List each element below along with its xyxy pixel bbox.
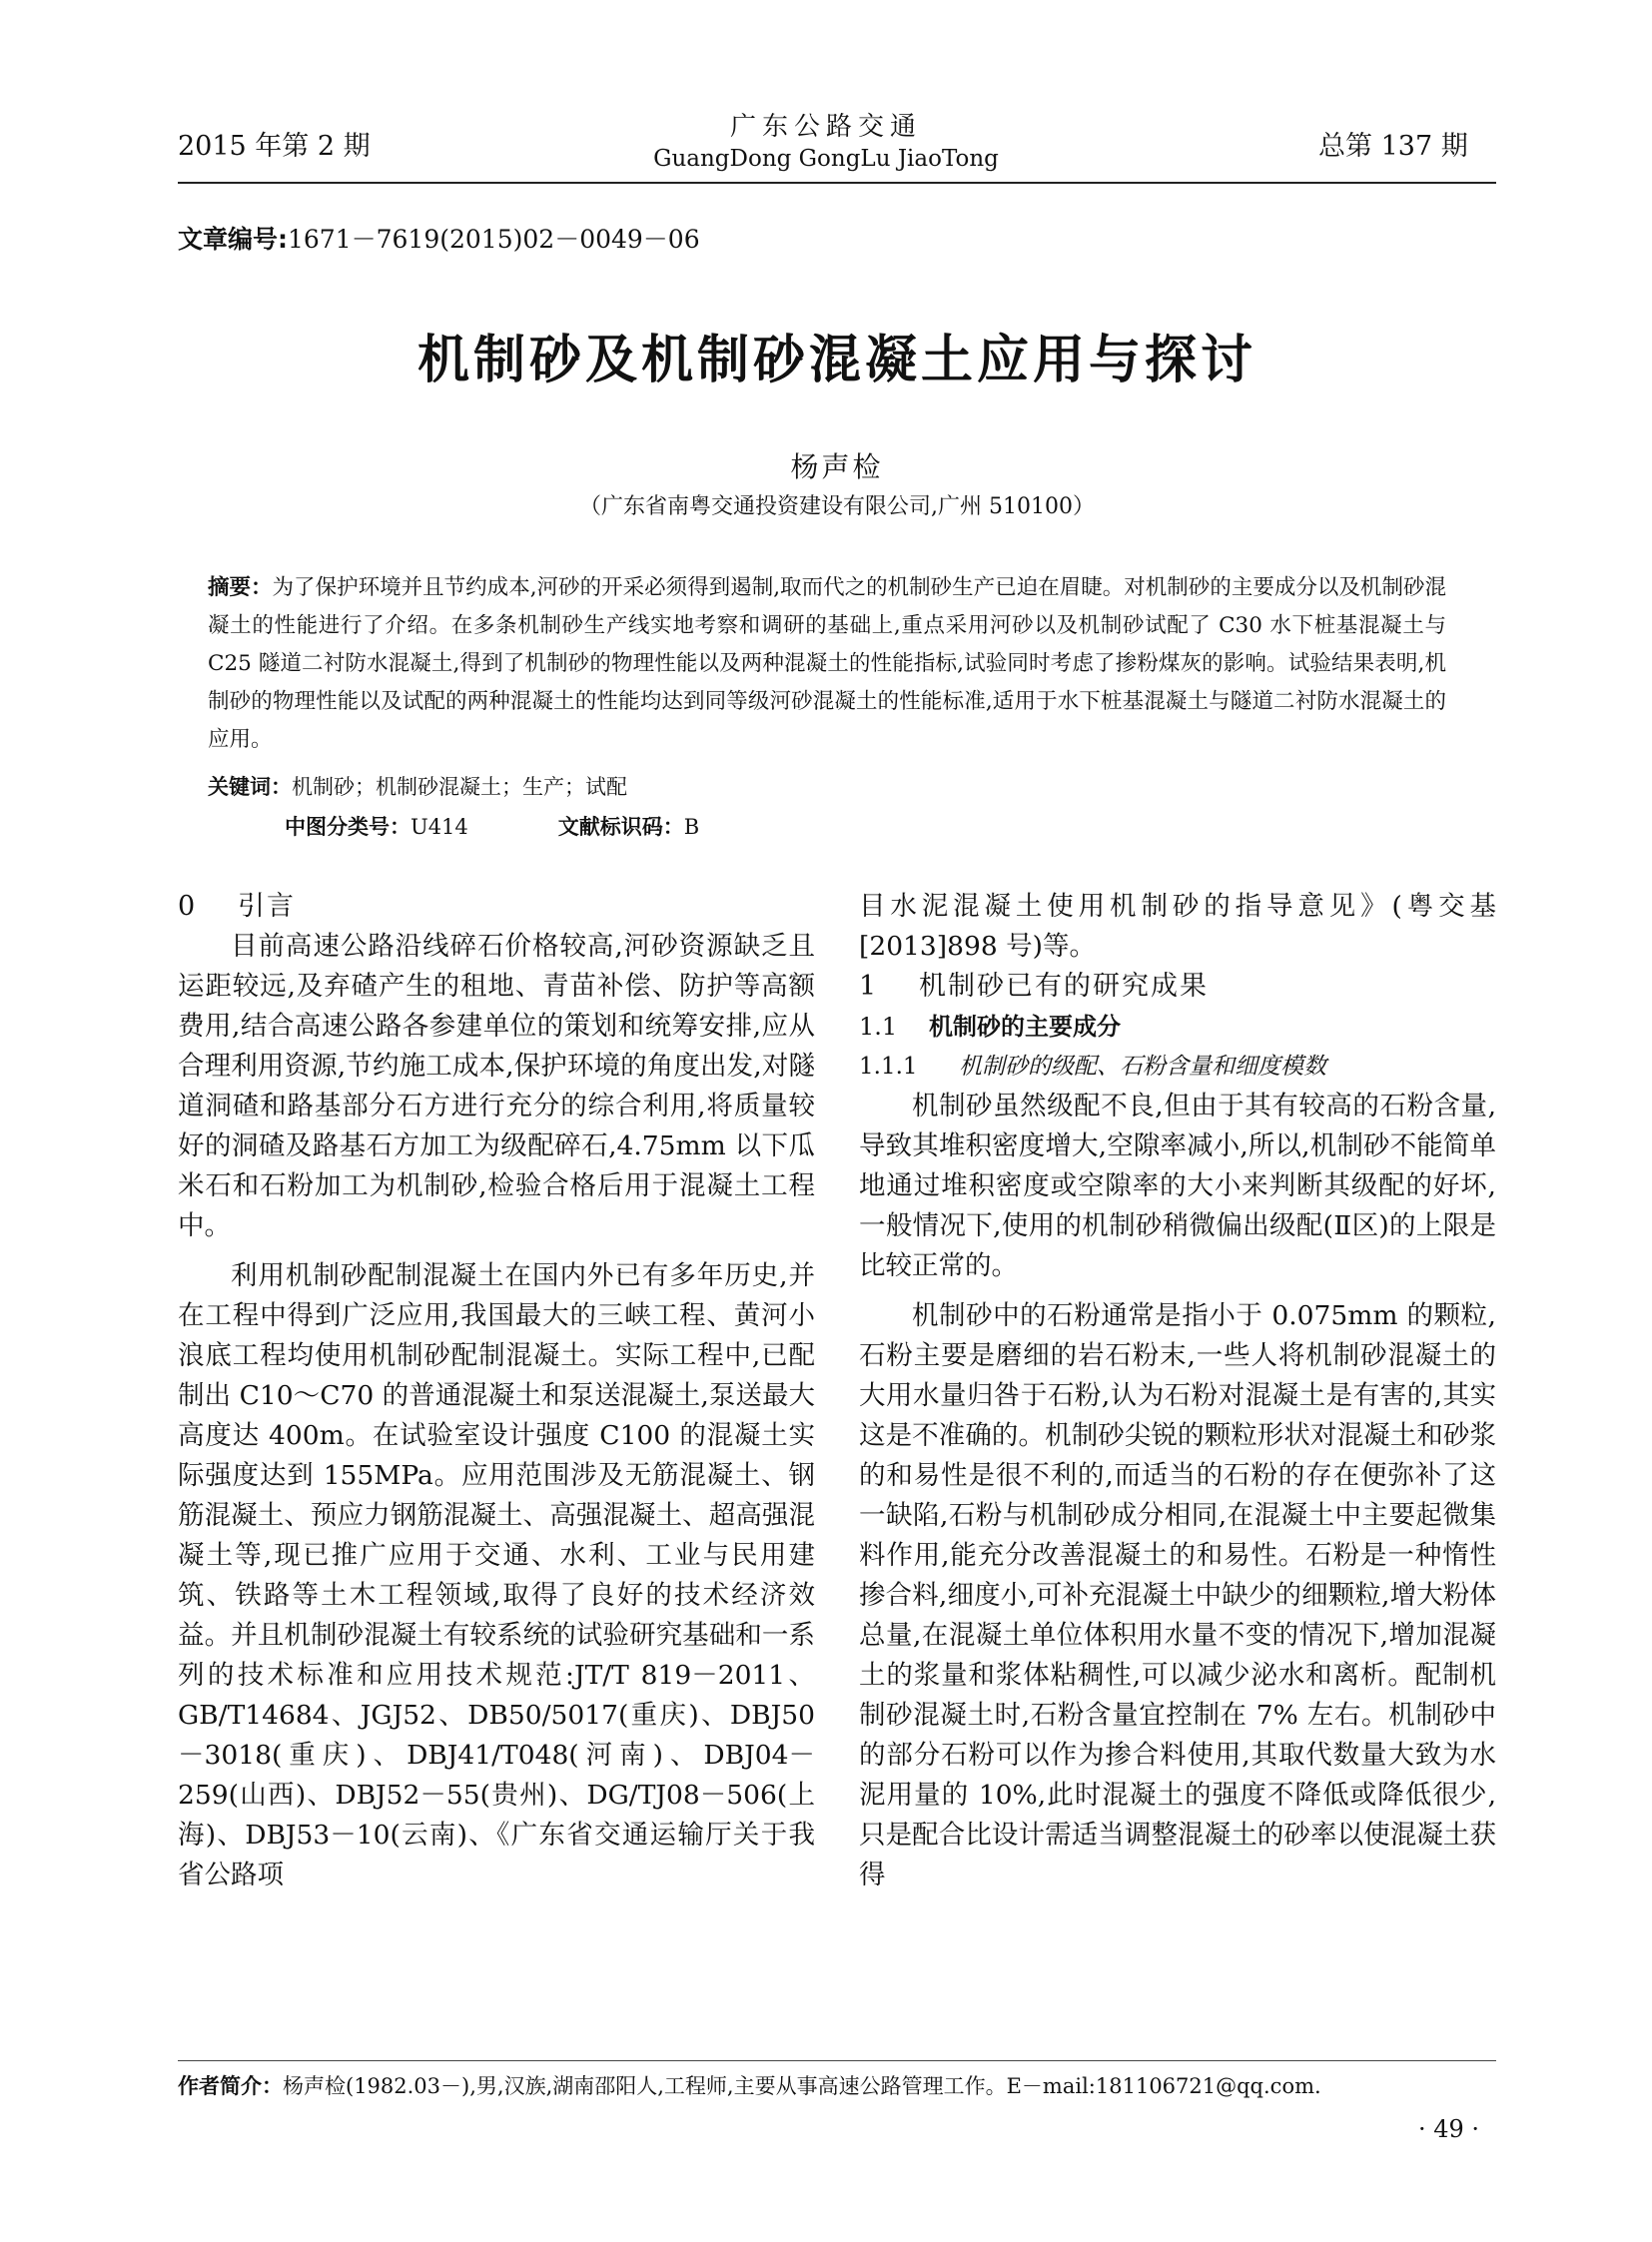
doc-code-value: B [683, 815, 700, 839]
keywords-label: 关键词： [208, 775, 292, 799]
subsection-heading-1-1 [859, 1007, 1496, 1047]
paragraph: 机制砂中的石粉通常是指小于 0.075mm 的颗粒,石粉主要是磨细的岩石粉末,一些人将机制砂混凝土的大用水量归咎于石粉,认为石粉对混凝土是有害的,其实这是不准确的。机制砂尖锐的颗粒形状对混凝土和砂浆的和易性是很不利的,而适当的石粉的存在便弥补了这一缺陷,石粉与机制砂成分相同,在混凝土中主要起微集料作用,能充分改善混凝土的和易性。石粉是一种惰性掺合料,细度小,可补充混凝土中缺少的细颗粒,增大粉体总量,在混凝土单位体积用水量不变的情况下,增加混凝土的浆量和浆体粘稠性,可以减少泌水和离析。配制机制砂混凝土时,石粉含量宜控制在 7% 左右。机制砂中的部分石粉可以作为掺合料使用,其取代数量大致为水泥用量的 10%,此时混凝土的强度不降低或降低很少,只是配合比设计需适当调整混凝土的砂率以使混凝土获得 [859, 1300, 1496, 1890]
subsection-number: 1.1 [859, 1013, 898, 1041]
keywords [208, 771, 627, 801]
doc-code-label: 文献标识码： [557, 815, 684, 839]
author-footnote-text: 杨声检(1982.03－),男,汉族,湖南邵阳人,工程师,主要从事高速公路管理工作。E－mail:181106721@qq.com. [283, 2074, 1321, 2098]
journal-masthead [626, 110, 1026, 174]
section-number: 0 [178, 891, 198, 922]
footnote-rule [178, 2060, 1496, 2061]
article-number [178, 220, 700, 256]
abstract-text: 为了保护环境并且节约成本,河砂的开采必须得到遏制,取而代之的机制砂生产已迫在眉睫。对机制砂的主要成分以及机制砂混凝土的性能进行了介绍。在多条机制砂生产线实地考察和调研的基础上,重点采用河砂以及机制砂试配了 C30 水下桩基混凝土与 C25 隧道二衬防水混凝土,得到了机制砂的物理性能以及两种混凝土的性能指标,试验同时考虑了掺粉煤灰的影响。试验结果表明,机制砂的物理性能以及试配的两种混凝土的性能均达到同等级河砂混凝土的性能标准,适用于水下桩基混凝土与隧道二衬防水混凝土的应用。 [208, 575, 1446, 752]
subsection-title: 机制砂的主要成分 [929, 1013, 1121, 1041]
subsubsection-title: 机制砂的级配、石粉含量和细度模数 [959, 1054, 1326, 1080]
article-number-value: 1671－7619(2015)02－0049－06 [288, 225, 700, 254]
paragraph: 机制砂虽然级配不良,但由于其有较高的石粉含量,导致其堆积密度增大,空隙率减小,所以,机制砂不能简单地通过堆积密度或空隙率的大小来判断其级配的好坏,一般情况下,使用的机制砂稍微偏出级配(Ⅱ区)的上限是比较正常的。 [859, 1091, 1496, 1281]
paragraph: 目前高速公路沿线碎石价格较高,河砂资源缺乏且运距较远,及弃碴产生的租地、青苗补偿、防护等高额费用,结合高速公路各参建单位的策划和统筹安排,应从合理利用资源,节约施工成本,保护环境的角度出发,对隧道洞碴和路基部分石方进行充分的综合利用,将质量较好的洞碴及路基石方加工为级配碎石,4.75mm 以下瓜米石和石粉加工为机制砂,检验合格后用于混凝土工程中。 [178, 931, 815, 1241]
body-right-column [859, 887, 1496, 1895]
issue-number: 2015 年第 2 期 [178, 131, 371, 162]
clc-value: U414 [411, 815, 468, 839]
section-heading-intro [178, 887, 815, 927]
article-number-label: 文章编号: [178, 225, 288, 254]
journal-title-en: GuangDong GongLu JiaoTong [653, 146, 999, 172]
section-heading-1 [859, 967, 1496, 1007]
page-number: · 49 · [1418, 2115, 1480, 2143]
subsubsection-heading-1-1-1 [859, 1047, 1496, 1087]
abstract-label: 摘要： [208, 575, 273, 600]
subsubsection-number: 1.1.1 [859, 1054, 918, 1080]
keywords-text: 机制砂；机制砂混凝土；生产；试配 [292, 775, 627, 799]
clc-label: 中图分类号： [285, 815, 411, 839]
total-issue-number: 总第 137 期 [1318, 131, 1468, 162]
classification [285, 811, 699, 841]
paper-author: 杨声检 [790, 450, 884, 483]
paragraph: 利用机制砂配制混凝土在国内外已有多年历史,并在工程中得到广泛应用,我国最大的三峡工程、黄河小浪底工程均使用机制砂配制混凝土。实际工程中,已配制出 C10～C70 的普通混凝土和泵送混凝土,泵送最大高度达 400m。在试验室设计强度 C100 的混凝土实际强度达到 155MPa。应用范围涉及无筋混凝土、钢筋混凝土、预应力钢筋混凝土、高强混凝土、超高强混凝土等,现已推广应用于交通、水利、工业与民用建筑、铁路等土木工程领域,取得了良好的技术经济效益。并且机制砂混凝土有较系统的试验研究基础和一系列的技术标准和应用技术规范:JT/T 819－2011、GB/T14684、JGJ52、DB50/5017(重庆)、DBJ50－3018(重庆)、DBJ41/T048(河南)、DBJ04－259(山西)、DBJ52－55(贵州)、DG/TJ08－506(上海)、DBJ53－10(云南)、《广东省交通运输厅关于我省公路项 [178, 1260, 815, 1890]
body-left-column [178, 887, 815, 1895]
section-title: 机制砂已有的研究成果 [919, 971, 1209, 1002]
abstract [208, 569, 1446, 759]
author-affiliation: （广东省南粤交通投资建设有限公司,广州 510100） [579, 494, 1095, 519]
journal-title-cn: 广东公路交通 [729, 112, 922, 142]
author-footnote [178, 2070, 1321, 2100]
paragraph-continued: 目水泥混凝土使用机制砂的指导意见》(粤交基[2013]898 号)等。 [859, 891, 1496, 962]
author-footnote-label: 作者简介： [178, 2074, 283, 2098]
header-rule [178, 182, 1496, 184]
section-title: 引言 [238, 891, 296, 922]
paper-title: 机制砂及机制砂混凝土应用与探讨 [416, 331, 1256, 390]
section-number: 1 [859, 971, 879, 1002]
